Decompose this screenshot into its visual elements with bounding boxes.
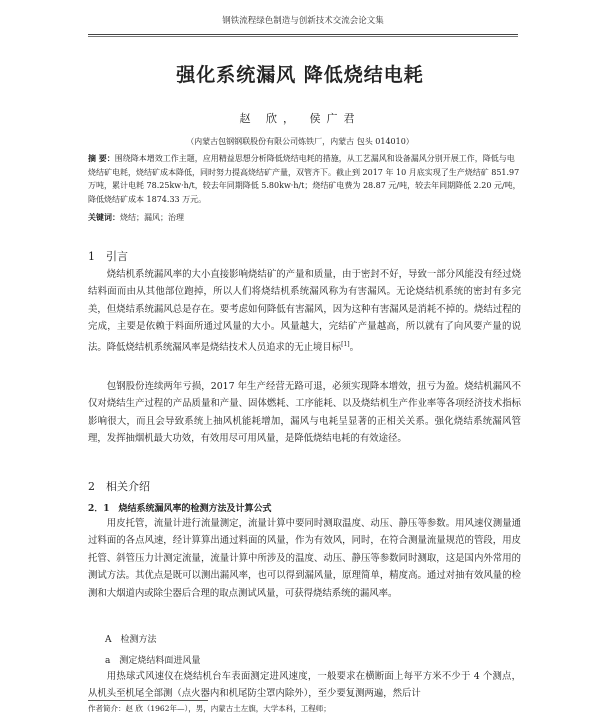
section-1-paragraph-1 <box>88 266 521 356</box>
author-footnote: 作者简介：赵 欣（1962年—），男，内蒙古土左旗，大学本科，工程师； <box>88 704 331 713</box>
section-1-paragraph-1-text: 烧结机系统漏风率的大小直接影响烧结矿的产量和质量，由于密封不好，导致一部分风能没有经过烧结料面而由从其他部位跑掉，所以人们将烧结机系统漏风称为有害漏风。无论烧结机系统的密封有多完美，但烧结系统漏风总是存在。要考虑如何降低有害漏风，因为这种有害漏风是消耗不掉的。烧结过程的完成，主要是依赖于料面所通过风量的大小。风量越大，完结矿产量越高，所以就有了向风要产量的说法。降低烧结机系统漏风率是烧结技术人员追求的无止境目标 <box>88 269 521 353</box>
keywords-label: 关键词： <box>88 212 120 222</box>
section-2-title: 2 相关介绍 <box>88 480 150 493</box>
section-2-1-paragraph: 用皮托管，流量计进行流量测定，流量计算中要同时测取温度、动压、静压等参数。用风速仪测量通过料面的各点风速，经计算算出通过料面的风量，作为有效风，同时，在符合测量流量规范的管段，用皮托管、斜管压力计测定流量，流量计算中所涉及的温度、动压、静压等参数同时测取，这是国内外常用的测试方法。其优点是既可以测出漏风率，也可以得到漏风量，原理简单，精度高。通过对抽有效风量的检测和大烟道内或除尘器后合理的取点测试风量，可获得烧结系统的漏风率。 <box>88 518 521 599</box>
keywords-text: 烧结；漏风；治理 <box>120 213 184 222</box>
abstract <box>88 152 521 206</box>
header-rule-thin <box>88 36 518 37</box>
section-1-paragraph-2: 包钢股份连续两年亏损，2017 年生产经营无路可退，必须实现降本增效，扭亏为盈。烧结机漏风不仅对烧结生产过程的产品质量和产量、固体燃耗、工序能耗、以及烧结机生产作业率等各项经济技术指标影响很大，而且会导致系统上抽风机能耗增加，漏风与电耗呈显著的正相关关系。强化烧结系统漏风管理，发挥抽烟机最大功效，有效用尽可用风量，是降低烧结电耗的有效途径。 <box>88 381 521 445</box>
section-1-title: 1 引言 <box>88 250 128 263</box>
running-header: 钢铁流程绿色制造与创新技术交流会论文集 <box>222 16 384 26</box>
subsection-a-title: A 检测方法 <box>105 635 157 645</box>
section-1-paragraph-1-end: 。 <box>349 341 360 353</box>
affiliation: （内蒙古包钢钢联股份有限公司炼铁厂，内蒙古 包头 014010） <box>186 137 414 146</box>
paper-title: 强化系统漏风 降低烧结电耗 <box>176 64 424 86</box>
abstract-label: 摘 要： <box>88 153 115 163</box>
subsection-a1-paragraph: 用热球式风速仪在烧结机台车表面测定进风速度，一般要求在横断面上每平方米不少于 4 个测点，从机头至机尾全部测（点火器内和机尾防尘罩内除外），至少要复测两遍，然后计 <box>88 671 521 700</box>
subsection-a1-title: a 测定烧结料面进风量 <box>105 656 201 666</box>
abstract-text: 围绕降本增效工作主题，应用精益思想分析降低烧结电耗的措施，从工艺漏风和设备漏风分别开展工作，降低与电烧结矿电耗，烧结矿成本降低，同时努力提高烧结矿产量，双管齐下。截止到 2017 年 10 月底实现了生产烧结矿 851.97 万吨，累计电耗 78.25kw·h/t，较去年同期降低 5.80kw·h/t；烧结矿电费为 28.87 元/吨，较去年同期降低 2.20 元/吨，降低烧结矿成本 1874.33 万元。 <box>88 154 521 204</box>
section-2-1-title: 2．1 烧结系统漏风率的检测方法及计算公式 <box>88 504 272 514</box>
keywords <box>88 212 521 223</box>
header-rule <box>88 34 518 35</box>
authors: 赵 欣， 侯广君 <box>239 112 361 125</box>
footnote-rule <box>88 700 208 701</box>
citation-ref: [1] <box>341 340 350 348</box>
